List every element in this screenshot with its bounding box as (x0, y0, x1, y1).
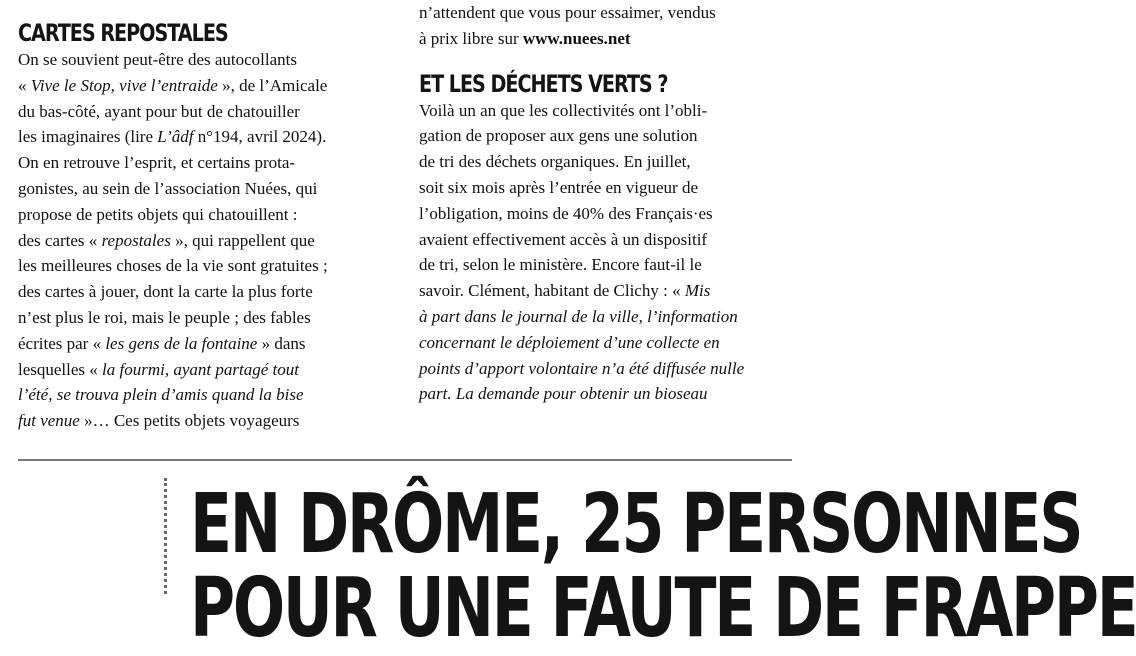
text-segment: à prix libre sur (419, 28, 523, 48)
text-line (419, 123, 787, 149)
section-divider (18, 459, 792, 461)
text-line (18, 124, 383, 150)
text-segment: Vive le Stop, vive l’entraide (30, 75, 218, 95)
text-segment: part. La demande pour obtenir un bioseau (419, 384, 708, 404)
text-segment: des cartes « (18, 230, 102, 250)
text-segment: », de l’Amicale (217, 75, 328, 95)
text-segment: l’été, se trouva plein d’amis quand la bise (18, 385, 304, 405)
article-body (419, 98, 787, 408)
text-line (419, 98, 787, 124)
text-line (419, 201, 787, 227)
text-line (419, 0, 787, 26)
text-segment: « (18, 75, 31, 95)
text-line (419, 304, 787, 330)
headline-line-1: EN DRÔME, 25 PERSONNES (190, 477, 1082, 572)
text-segment: de tri des déchets organiques. En juillet, (419, 152, 691, 172)
text-line (419, 149, 787, 175)
text-segment: gonistes, au sein de l’association Nuées, qui (18, 178, 318, 198)
dotted-separator (164, 478, 167, 594)
text-line (18, 176, 383, 202)
article-continuation (419, 0, 787, 52)
text-segment: On en retrouve l’esprit, et certains prota- (18, 153, 296, 173)
article-heading-dechets-verts: ET LES DÉCHETS VERTS ? (419, 69, 668, 98)
text-line (419, 330, 787, 356)
text-line (18, 47, 383, 73)
text-segment: »… Ces petits objets voyageurs (79, 411, 300, 431)
text-segment: gation de proposer aux gens une solution (419, 126, 698, 146)
text-line (419, 227, 787, 253)
text-line (18, 305, 383, 331)
text-line (18, 253, 383, 279)
text-line (18, 99, 383, 125)
text-line (18, 279, 383, 305)
text-line (18, 382, 383, 408)
text-line (18, 331, 383, 357)
text-segment: écrites par « (18, 333, 106, 353)
text-segment: propose de petits objets qui chatouillent : (18, 204, 298, 224)
article-heading-cartes-repostales: CARTES REPOSTALES (18, 19, 228, 47)
right-article (419, 0, 787, 407)
text-segment: points d’apport volontaire n’a été diffusée nulle (419, 358, 745, 378)
text-segment: du bas-côté, ayant pour but de chatouiller (18, 101, 300, 121)
text-line (419, 278, 787, 304)
text-segment: lesquelles « (18, 359, 103, 379)
text-segment: la fourmi, ayant partagé tout (102, 359, 299, 379)
text-segment: avaient effectivement accès à un dispositif (419, 229, 708, 249)
text-segment: des cartes à jouer, dont la carte la plus forte (18, 282, 313, 302)
text-segment: à part dans le journal de la ville, l’information (419, 306, 738, 326)
text-line (18, 228, 383, 254)
text-segment: Voilà un an que les collectivités ont l’obli- (419, 100, 708, 120)
text-segment: n’est plus le roi, mais le peuple ; des fables (18, 307, 311, 327)
text-segment: les meilleures choses de la vie sont gratuites ; (18, 256, 328, 276)
left-article (18, 0, 383, 434)
text-line (419, 381, 787, 407)
text-segment: L’âdf (157, 127, 194, 147)
text-segment: » dans (257, 333, 306, 353)
text-segment: de tri, selon le ministère. Encore faut-il le (419, 255, 702, 275)
text-line (18, 202, 383, 228)
text-segment: Mis (684, 281, 711, 301)
text-line (18, 357, 383, 383)
text-segment: concernant le déploiement d’une collecte en (419, 332, 720, 352)
text-line (18, 408, 383, 434)
text-line (18, 73, 383, 99)
article-body (18, 47, 383, 434)
text-line (419, 252, 787, 278)
text-segment: fut venue (18, 411, 80, 431)
text-segment: savoir. Clément, habitant de Clichy : « (419, 281, 685, 301)
text-segment: n°194, avril 2024). (193, 127, 327, 147)
text-segment: On se souvient peut-être des autocollants (18, 50, 298, 69)
text-segment: les imaginaires (lire (18, 127, 158, 147)
text-line (419, 175, 787, 201)
text-segment: l’obligation, moins de 40% des Français·es (419, 203, 713, 223)
text-line (419, 26, 787, 52)
text-line (419, 356, 787, 382)
text-segment: repostales (101, 230, 171, 250)
text-segment: n’attendent que vous pour essaimer, vendus (419, 3, 716, 22)
headline-line-2: POUR UNE FAUTE DE FRAPPE (190, 561, 1136, 656)
text-line (18, 150, 383, 176)
text-segment: soit six mois après l’entrée en vigueur de (419, 177, 699, 197)
text-segment: », qui rappellent que (170, 230, 315, 250)
website-link-text: www.nuees.net (522, 28, 631, 48)
text-segment: les gens de la fontaine (105, 333, 258, 353)
